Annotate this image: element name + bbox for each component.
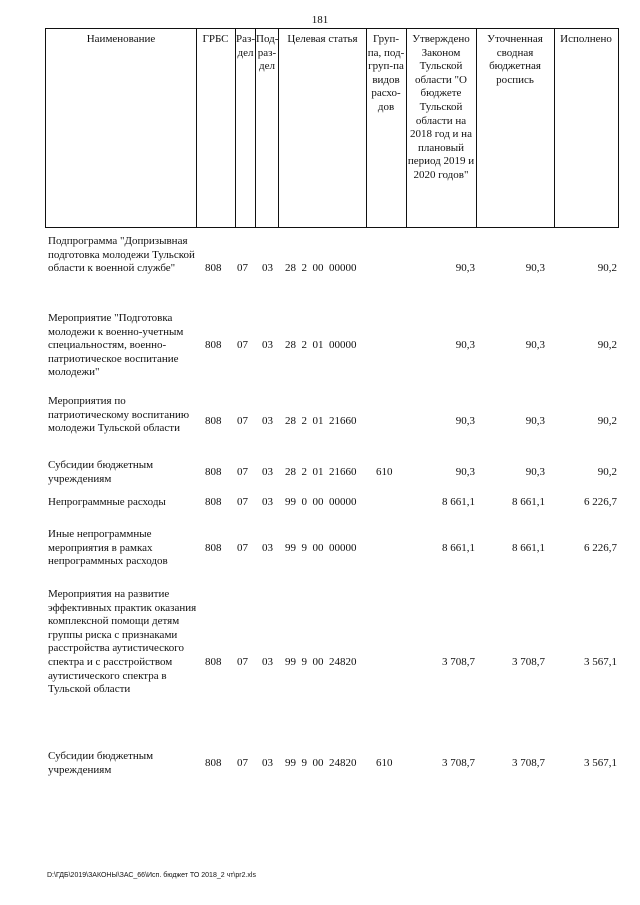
row-razdel: 07 — [237, 415, 248, 427]
header-expense-group: Груп-па, под-груп-па видов расхо-дов — [367, 33, 405, 113]
row-grbs: 808 — [205, 415, 222, 427]
header-executed: Исполнено — [560, 33, 612, 45]
header-razdel: Раз-дел — [236, 33, 256, 59]
row-target-article: 99 0 00 00000 — [285, 496, 357, 508]
row-executed: 6 226,7 — [584, 496, 617, 508]
row-razdel: 07 — [237, 542, 248, 554]
row-podrazdel: 03 — [262, 415, 273, 427]
row-approved: 90,3 — [455, 466, 475, 478]
row-refined: 8 661,1 — [512, 542, 545, 554]
row-name: Иные непрограммные мероприятия в рамках непрограммных расходов — [48, 528, 168, 568]
header-name: Наименование — [86, 33, 156, 45]
row-refined: 90,3 — [525, 339, 545, 351]
row-target-article: 28 2 01 00000 — [285, 339, 357, 351]
row-approved: 8 661,1 — [442, 496, 475, 508]
row-executed: 90,2 — [597, 415, 617, 427]
row-grbs: 808 — [205, 757, 222, 769]
row-name: Субсидии бюджетным учреждениям — [48, 750, 154, 776]
row-target-article: 28 2 00 00000 — [285, 262, 357, 274]
row-podrazdel: 03 — [262, 542, 273, 554]
row-razdel: 07 — [237, 757, 248, 769]
row-razdel: 07 — [237, 262, 248, 274]
row-refined: 90,3 — [525, 415, 545, 427]
row-podrazdel: 03 — [262, 757, 273, 769]
row-executed: 90,2 — [597, 262, 617, 274]
row-razdel: 07 — [237, 339, 248, 351]
row-grbs: 808 — [205, 262, 222, 274]
row-grbs: 808 — [205, 656, 222, 668]
row-podrazdel: 03 — [262, 339, 273, 351]
row-razdel: 07 — [237, 656, 248, 668]
row-target-article: 99 9 00 24820 — [285, 757, 357, 769]
row-podrazdel: 03 — [262, 262, 273, 274]
file-path-footer: D:\ГДБ\2019\ЗАКОНЫ\ЗАС_66\Исп. бюджет ТО 2018_2 чт\pr2.xls — [47, 872, 256, 879]
row-grbs: 808 — [205, 496, 222, 508]
row-executed: 3 567,1 — [584, 656, 617, 668]
row-target-article: 99 9 00 00000 — [285, 542, 357, 554]
header-target-article: Целевая статья — [287, 33, 358, 45]
row-approved: 90,3 — [455, 415, 475, 427]
row-executed: 3 567,1 — [584, 757, 617, 769]
row-name: Подпрограмма "Допризывная подготовка молодежи Тульской области к военной службе" — [48, 235, 195, 275]
row-razdel: 07 — [237, 466, 248, 478]
header-approved: Утверждено Законом Тульской области "О бюджете Тульской области на 2018 год и на плановый период 2019 и 2020 годов" — [407, 33, 475, 181]
row-refined: 90,3 — [525, 262, 545, 274]
table-header — [45, 28, 619, 228]
row-name: Непрограммные расходы — [48, 496, 166, 508]
row-executed: 90,2 — [597, 339, 617, 351]
row-refined: 3 708,7 — [512, 656, 545, 668]
row-approved: 3 708,7 — [442, 757, 475, 769]
row-executed: 6 226,7 — [584, 542, 617, 554]
row-refined: 8 661,1 — [512, 496, 545, 508]
row-grbs: 808 — [205, 339, 222, 351]
row-refined: 3 708,7 — [512, 757, 545, 769]
row-approved: 90,3 — [455, 262, 475, 274]
row-name: Субсидии бюджетным учреждениям — [48, 459, 154, 485]
header-refined: Уточненная сводная бюджетная роспись — [487, 33, 543, 86]
row-approved: 90,3 — [455, 339, 475, 351]
row-podrazdel: 03 — [262, 496, 273, 508]
header-grbs: ГРБС — [202, 33, 229, 45]
row-grbs: 808 — [205, 542, 222, 554]
row-podrazdel: 03 — [262, 466, 273, 478]
row-target-article: 28 2 01 21660 — [285, 415, 357, 427]
row-razdel: 07 — [237, 496, 248, 508]
row-grbs: 808 — [205, 466, 222, 478]
row-name: Мероприятия на развитие эффективных практик оказания комплексной помощи детям группы риска с признаками расстройства аутистического спектра и с расстройством аутистического спектра в Тульской области — [48, 588, 197, 696]
row-approved: 3 708,7 — [442, 656, 475, 668]
row-podrazdel: 03 — [262, 656, 273, 668]
row-approved: 8 661,1 — [442, 542, 475, 554]
row-target-article: 28 2 01 21660 — [285, 466, 357, 478]
page-number: 181 — [311, 14, 329, 26]
row-expense-group: 610 — [376, 466, 393, 478]
row-expense-group: 610 — [376, 757, 393, 769]
row-refined: 90,3 — [525, 466, 545, 478]
row-executed: 90,2 — [597, 466, 617, 478]
row-name: Мероприятие "Подготовка молодежи к военно-учетным специальностям, военно-патриотическое воспитание молодежи" — [48, 312, 184, 379]
row-target-article: 99 9 00 24820 — [285, 656, 357, 668]
header-podrazdel: Под-раз-дел — [256, 33, 279, 73]
row-name: Мероприятия по патриотическому воспитанию молодежи Тульской области — [48, 395, 190, 435]
